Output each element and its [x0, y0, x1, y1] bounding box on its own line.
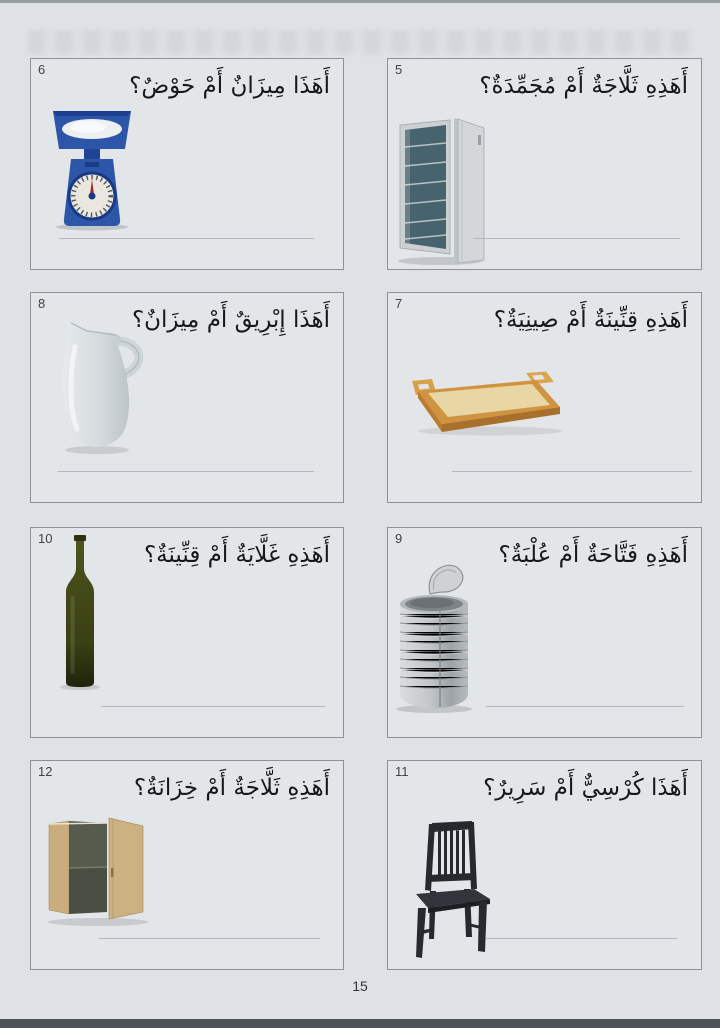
answer-line	[486, 938, 677, 939]
exercise-card-11	[387, 760, 702, 970]
card-number: 9	[395, 531, 403, 546]
card-question: أَهَذِهِ ثَلَّاجَةٌ أَمْ خِزَانَةٌ؟	[133, 775, 330, 801]
card-number: 5	[395, 62, 403, 77]
card-number: 10	[38, 531, 53, 546]
exercise-card-9	[387, 527, 702, 738]
card-question: أَهَذِهِ فَتَّاحَةٌ أَمْ عُلْبَةٌ؟	[498, 542, 688, 568]
showthrough-text-band	[28, 30, 694, 54]
pitcher-image	[47, 317, 159, 457]
wooden-tray-image	[398, 371, 568, 439]
answer-line	[58, 471, 314, 472]
exercise-card-5	[387, 58, 702, 270]
card-number: 12	[38, 764, 53, 779]
kitchen-scale-image	[41, 107, 143, 231]
scan-edge-bottom	[0, 1019, 720, 1028]
answer-line	[101, 706, 325, 707]
card-question: أَهَذَا كُرْسِيٌّ أَمْ سَرِيرٌ؟	[483, 775, 688, 801]
wall-cabinet-image	[43, 816, 161, 928]
tin-can-image	[394, 562, 490, 714]
card-question: أَهَذِهِ قِنِّينَةٌ أَمْ صِينِيَةٌ؟	[493, 307, 688, 333]
freezer-image	[394, 113, 494, 267]
scan-edge-top	[0, 0, 720, 3]
card-number: 7	[395, 296, 403, 311]
exercise-card-8	[30, 292, 344, 503]
exercise-card-6	[30, 58, 344, 270]
card-question: أَهَذِهِ ثَلَّاجَةٌ أَمْ مُجَمِّدَةٌ؟	[479, 73, 688, 99]
card-number: 11	[395, 764, 409, 779]
card-question: أَهَذَا إِبْرِيقٌ أَمْ مِيزَانٌ؟	[131, 307, 330, 333]
green-bottle-image	[57, 534, 103, 692]
answer-line	[59, 238, 314, 239]
answer-line	[452, 471, 692, 472]
answer-line	[473, 238, 680, 239]
answer-line	[486, 706, 684, 707]
answer-line	[99, 938, 320, 939]
card-question: أَهَذِهِ غَلَّايَةٌ أَمْ قِنِّينَةٌ؟	[143, 542, 330, 568]
card-question: أَهَذَا مِيزَانٌ أَمْ حَوْضٌ؟	[129, 73, 330, 99]
card-number: 8	[38, 296, 46, 311]
page-number: 15	[352, 978, 368, 994]
exercise-card-12	[30, 760, 344, 970]
exercise-card-10	[30, 527, 344, 738]
card-number: 6	[38, 62, 46, 77]
black-chair-image	[402, 819, 506, 961]
exercise-card-7	[387, 292, 702, 503]
